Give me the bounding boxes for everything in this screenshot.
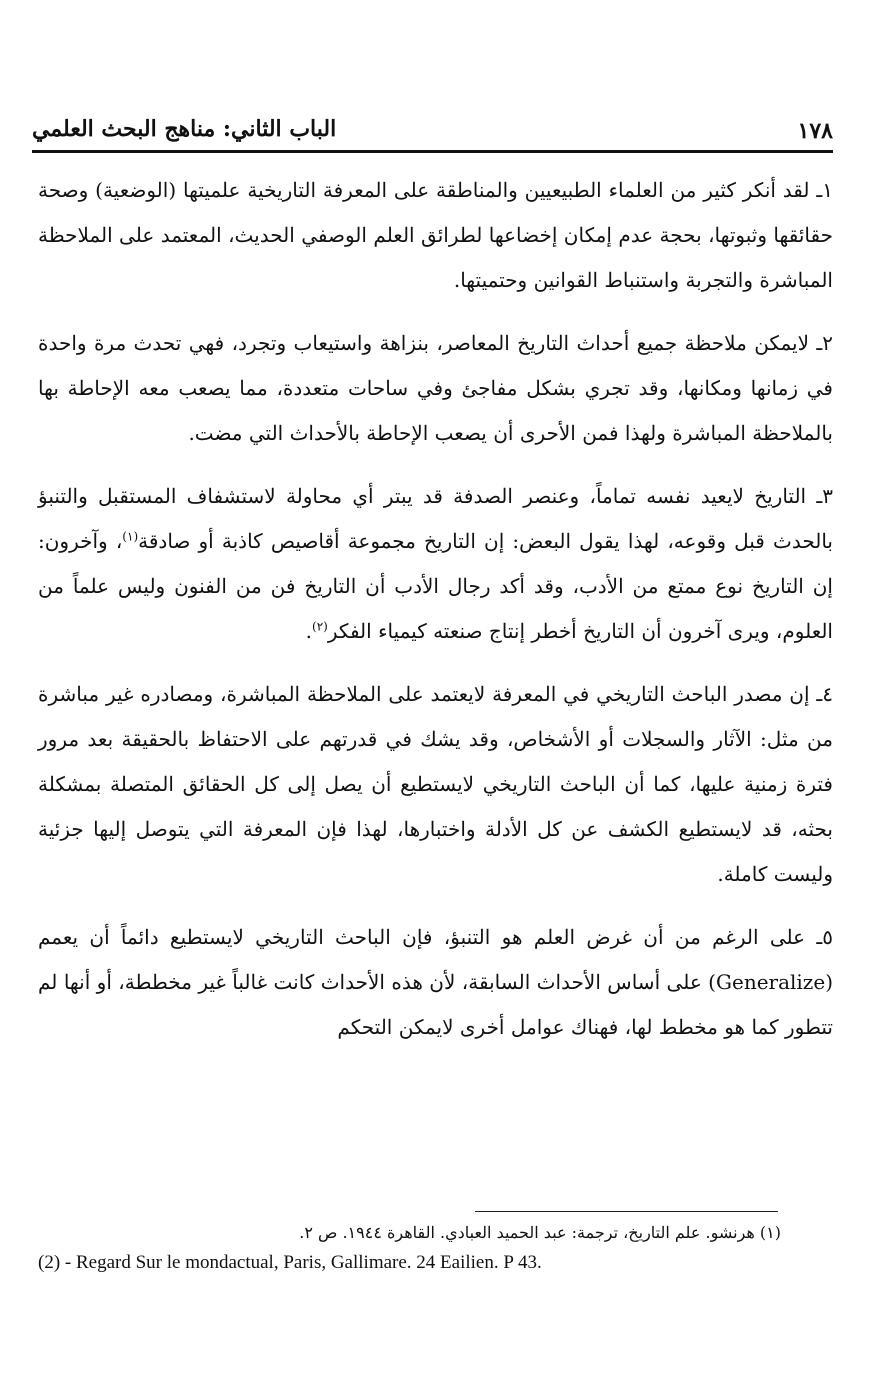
paragraph-4: ٤ـ إن مصدر الباحث التاريخي في المعرفة لايعتمد على الملاحظة المباشرة، ومصادره غير مباشرة من مثل: الآثار والسجلات أو الأشخاص، وقد يشك في قدرتهم على الاحتفاظ بالحقيقة بعد مرور فترة زمنية عليها، كما أن الباحث التاريخي لايستطيع أن يصل إلى كل الحقائق المتصلة بمشكلة بحثه، قد لايستطيع الكشف عن كل الأدلة واختبارها، لهذا فإن المعرفة التي يتوصل إليها جزئية وليست كاملة. [38,682,833,886]
page-number: ١٧٨ [797,118,833,144]
paragraph-3 [38,474,833,654]
paragraph-5: ٥ـ على الرغم من أن غرض العلم هو التنبؤ، فإن الباحث التاريخي لايستطيع دائماً أن يعمم (Generalize) على أساس الأحداث السابقة، لأن هذه الأحداث كانت غالباً غير مخططة، أو أنها لم تتطور كما هو مخطط لها، فهناك عوامل أخرى لايمكن التحكم [38,925,833,1039]
footnote-1: (١) هرنشو. علم التاريخ، ترجمة: عبد الحميد العبادي. القاهرة ١٩٤٤. ص ٢. [299,1223,781,1242]
running-title: الباب الثاني: مناهج البحث العلمي [32,116,337,142]
footnote-2: (2) - Regard Sur le mondactual, Paris, Gallimare. 24 Eailien. P 43. [38,1252,542,1273]
page-header [32,112,833,152]
header-rule [32,150,833,153]
paragraph-2: ٢ـ لايمكن ملاحظة جميع أحداث التاريخ المعاصر، بنزاهة واستيعاب وتجرد، فهي تحدث مرة واحدة في زمانها ومكانها، وقد تجري بشكل مفاجئ وفي ساحات متعددة، مما يصعب معه الإحاطة بها بالملاحظة المباشرة ولهذا فمن الأحرى أن يصعب الإحاطة بالأحداث التي مضت. [38,331,833,445]
footnote-ref-1: (١) [122,529,139,544]
paragraph-3-text-a: ٣ـ التاريخ لايعيد نفسه تماماً، وعنصر الصدفة قد يبتر أي محاولة لاستشفاف المستقبل والتنبؤ بالحدث قبل وقوعه، لهذا يقول البعض: إن التاريخ مجموعة أقاصيص كاذبة أو صادقة [38,484,833,553]
main-text [38,168,833,1068]
footnote-rule [475,1211,778,1212]
paragraph-3-text-c: . [305,619,313,643]
paragraph-1: ١ـ لقد أنكر كثير من العلماء الطبيعيين والمناطقة على المعرفة التاريخية علميتها (الوضعية) وصحة حقائقها وثبوتها، بحجة عدم إمكان إخضاعها لطرائق العلم الوصفي الحديث، المعتمد على الملاحظة المباشرة والتجربة واستنباط القوانين وحتميتها. [38,178,833,292]
footnote-ref-2: (٢) [312,619,328,634]
paragraph-3-text-b: ، وآخرون: إن التاريخ نوع ممتع من الأدب، وقد أكد رجال الأدب أن التاريخ فن من الفنون وليس علماً من العلوم، ويرى آخرون أن التاريخ أخطر إنتاج صنعته كيمياء الفكر [38,529,833,643]
